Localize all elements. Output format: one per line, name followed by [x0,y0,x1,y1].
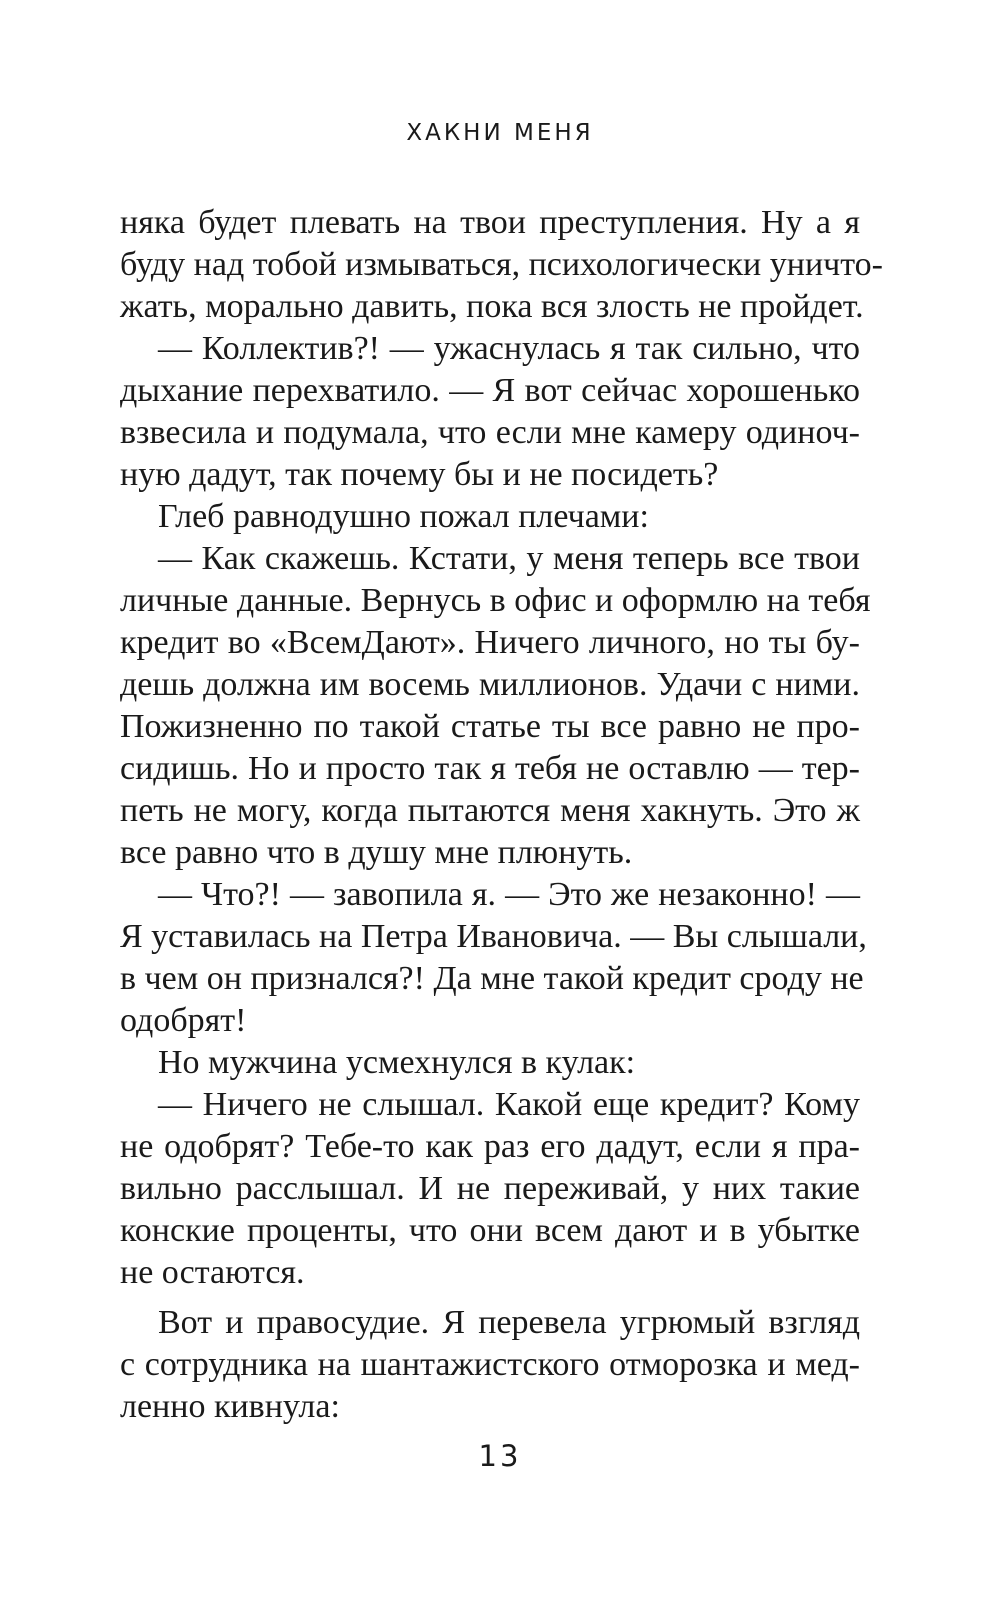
body-text [120,202,883,1428]
text-line: — Ничего не слышал. Какой еще кредит? Кому [158,1086,860,1123]
text-line: — Что?! — завопила я. — Это же незаконно! — [158,876,860,913]
text-line: конские проценты, что они всем дают и в убытке [120,1212,860,1249]
text-line: кредит во «ВсемДают». Ничего личного, но ты бу- [120,624,860,661]
text-line: не остаются. [120,1254,305,1291]
text-line: одобрят! [120,1002,247,1039]
text-line: — Коллектив?! — ужаснулась я так сильно, что [158,330,860,367]
text-line: все равно что в душу мне плюнуть. [120,834,633,871]
text-line: петь не могу, когда пытаются меня хакнуть. Это ж [120,792,860,829]
section-spacer [120,1294,860,1302]
text-line: жать, морально давить, пока вся злость не пройдет. [120,288,864,325]
text-line: вильно расслышал. И не переживай, у них такие [120,1170,860,1207]
text-line: ленно кивнула: [120,1388,340,1425]
text-line: не одобрят? Тебе-то как раз его дадут, если я пра- [120,1128,860,1165]
page-number: 13 [478,1439,522,1473]
text-line: личные данные. Вернусь в офис и оформлю на тебя [120,582,871,619]
text-line: Глеб равнодушно пожал плечами: [158,498,649,535]
text-line: с сотрудника на шантажистского отморозка и мед- [120,1346,860,1383]
text-line: Но мужчина усмехнулся в кулак: [158,1044,636,1081]
text-line: — Как скажешь. Кстати, у меня теперь все твои [158,540,860,577]
text-line: Вот и правосудие. Я перевела угрюмый взгляд [158,1304,860,1341]
text-line: дешь должна им восемь миллионов. Удачи с ними. [120,666,860,703]
text-line: Пожизненно по такой статье ты все равно не про- [120,708,860,745]
text-line: буду над тобой измываться, психологически уничто- [120,246,883,283]
text-line: ную дадут, так почему бы и не посидеть? [120,456,719,493]
text-line: дыхание перехватило. — Я вот сейчас хорошенько [120,372,860,409]
running-head-title: ХАКНИ МЕНЯ [406,120,594,146]
text-line: в чем он признался?! Да мне такой кредит сроду не [120,960,864,997]
text-line: няка будет плевать на твои преступления. Ну а я [120,204,860,241]
text-line: сидишь. Но и просто так я тебя не оставлю — тер- [120,750,860,787]
text-line: взвесила и подумала, что если мне камеру одиноч- [120,414,860,451]
text-line: Я уставилась на Петра Ивановича. — Вы слышали, [120,918,867,955]
